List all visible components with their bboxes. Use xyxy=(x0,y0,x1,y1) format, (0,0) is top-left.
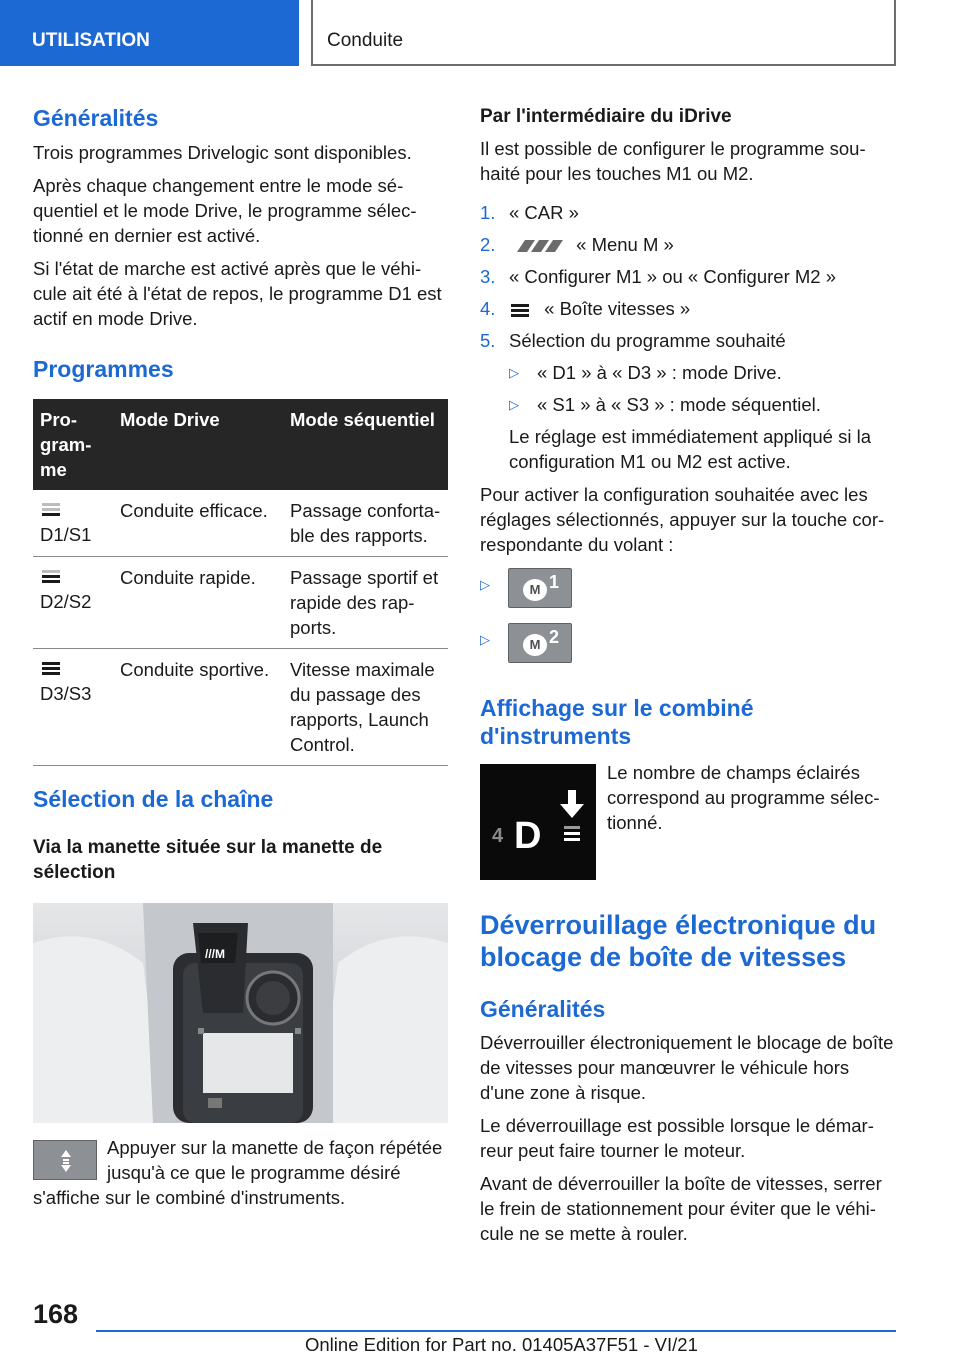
idrive-intro: Il est possible de configurer le programme souhaité pour les touches M1 ou M2. xyxy=(480,138,866,184)
programmes-title: Programmes xyxy=(33,356,174,382)
list-item: 5. Sélection du programme souhaité xyxy=(480,330,786,351)
table-row xyxy=(33,649,448,766)
table-cell: Passage sportif et rapide des rapports. xyxy=(283,557,448,649)
affichage-title: Affichage sur le combiné d'instruments xyxy=(480,695,754,749)
page-header xyxy=(0,0,960,66)
program-code: D1/S1 xyxy=(40,524,92,545)
deverrouillage-p2: Le déverrouillage est possible lorsque le démarreur peut faire tourner le moteur. xyxy=(480,1115,874,1161)
generalites-section xyxy=(33,104,448,331)
deverrouillage-p1: Déverrouiller électroniquement le blocage de boîte de vitesses pour manœuvrer le véhicule hors d'une zone à risque. xyxy=(480,1032,894,1103)
list-item: 2. « Menu M » xyxy=(480,234,674,255)
gearbox-program-icon xyxy=(509,301,533,319)
m-stripes-icon xyxy=(509,238,565,254)
table-header-cell: Mode Drive xyxy=(113,399,283,490)
table-row xyxy=(33,490,448,557)
table-header-cell: Programme xyxy=(33,399,113,490)
program-code: D2/S2 xyxy=(40,591,92,612)
deverrouillage-p3: Avant de déverrouiller la boîte de vitesses, serrer le frein de stationnement pour éviter que le véhicule ne se mette à rouler. xyxy=(480,1173,882,1244)
generalites-p3: Si l'état de marche est activé après que le véhicule ait été à l'état de repos, le programme D1 est actif en mode Drive. xyxy=(33,258,442,329)
program-level-1-icon xyxy=(40,500,64,518)
instrument-cluster-image xyxy=(480,764,596,880)
m1-button-icon: M 1 xyxy=(508,568,572,608)
idrive-activate: Pour activer la configuration souhaitée avec les réglages sélectionnés, appuyer sur la touche correspondante du volant : xyxy=(480,484,885,555)
list-item: 3. « Configurer M1 » ou « Configurer M2 » xyxy=(480,266,837,287)
selection-description xyxy=(33,1135,448,1210)
selection-desc-text: Appuyer sur la manette de façon répétée jusqu'à ce que le programme désiré s'affiche sur le combiné d'instruments. xyxy=(33,1137,443,1208)
program-level-2-icon xyxy=(40,567,64,585)
generalites-p2: Après chaque changement entre le mode séquentiel et le mode Drive, le programme sélectionné en dernier est activé. xyxy=(33,175,417,246)
triangle-bullet-icon: ▷ xyxy=(480,577,490,592)
table-row xyxy=(33,557,448,649)
triangle-bullet-icon: ▷ xyxy=(509,397,519,412)
idrive-section xyxy=(480,104,896,557)
table-header-row xyxy=(33,399,448,490)
affichage-text: Le nombre de champs éclairés correspond au programme sélectionné. xyxy=(607,762,880,833)
m2-button-row xyxy=(480,623,896,663)
m2-button-icon: M 2 xyxy=(508,623,572,663)
idrive-note: Le réglage est immédiatement appliqué si la configuration M1 ou M2 est active. xyxy=(509,426,871,472)
programmes-table xyxy=(33,399,448,766)
section-tab: UTILISATION xyxy=(0,0,299,66)
edition-text: Online Edition for Part no. 01405A37F51 - VI/21 xyxy=(305,1334,698,1355)
table-cell: Conduite rapide. xyxy=(113,557,283,649)
generalites-title: Généralités xyxy=(33,105,159,131)
deverrouillage-section xyxy=(480,909,896,1246)
list-item: 1. « CAR » xyxy=(480,202,579,223)
selection-title: Sélection de la chaîne xyxy=(33,786,274,812)
list-item: ▷ « S1 » à « S3 » : mode séquentiel. xyxy=(509,394,821,415)
paddle-icon xyxy=(33,1140,97,1180)
svg-text:///M: ///M xyxy=(205,947,225,961)
deverrouillage-subtitle: Généralités xyxy=(480,996,606,1022)
m1-button-row xyxy=(480,568,896,608)
idrive-steps xyxy=(480,200,896,353)
table-cell: Vitesse maximale du passage des rapports, Launch Control. xyxy=(283,649,448,766)
table-cell: Passage confortable des rapports. xyxy=(283,490,448,557)
generalites-p1: Trois programmes Drivelogic sont disponibles. xyxy=(33,142,412,163)
list-item: ▷ « D1 » à « D3 » : mode Drive. xyxy=(509,362,782,383)
list-item: 4. « Boîte vitesses » xyxy=(480,298,691,319)
selection-subtitle: Via la manette située sur la manette de sélection xyxy=(33,837,383,883)
table-cell: Conduite sportive. xyxy=(113,649,283,766)
gear-selector-photo xyxy=(33,903,448,1123)
table-cell: Conduite efficace. xyxy=(113,490,283,557)
footer-divider xyxy=(96,1330,896,1332)
chapter-tab: Conduite xyxy=(311,0,896,66)
cluster-mode-letter: D xyxy=(514,815,542,857)
triangle-bullet-icon: ▷ xyxy=(480,632,490,647)
cluster-gear-number: 4 xyxy=(492,825,504,847)
program-level-3-icon xyxy=(40,659,64,677)
deverrouillage-title: Déverrouillage électronique du blocage de boîte de vitesses xyxy=(480,910,877,972)
idrive-title: Par l'intermédiaire du iDrive xyxy=(480,106,732,127)
selection-section xyxy=(33,785,448,885)
program-code: D3/S3 xyxy=(40,683,92,704)
triangle-bullet-icon: ▷ xyxy=(509,365,519,380)
page-number: 168 xyxy=(33,1299,79,1329)
table-header-cell: Mode séquentiel xyxy=(283,399,448,490)
